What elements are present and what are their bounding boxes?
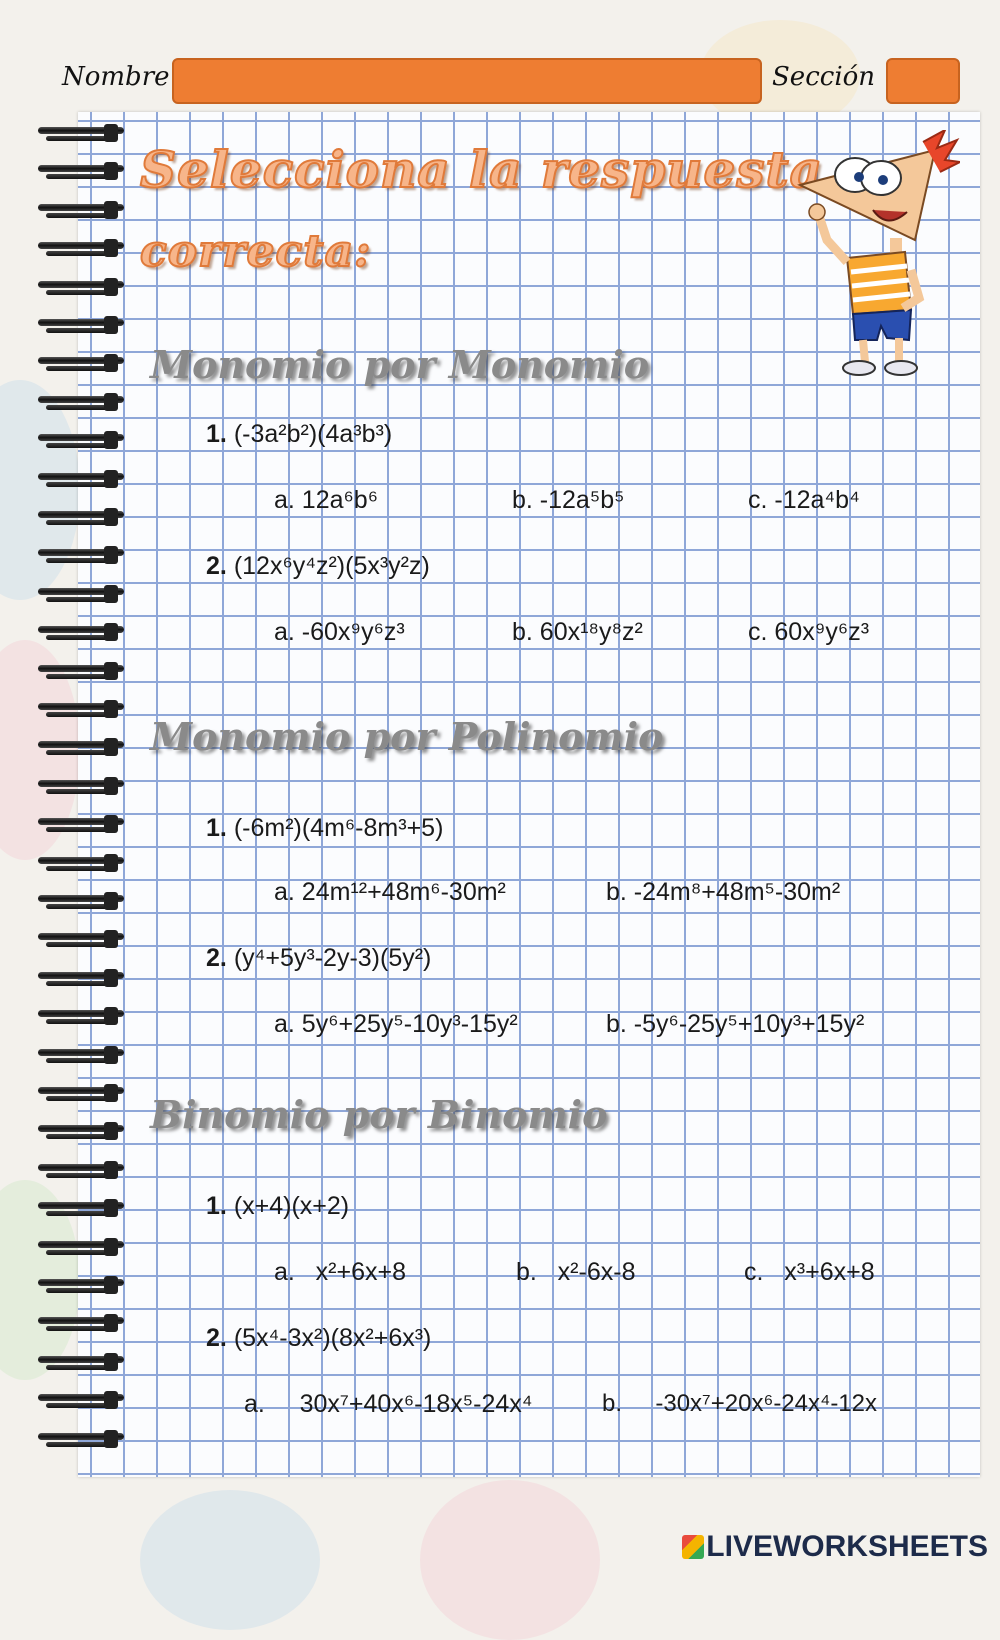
spiral-ring — [38, 393, 124, 413]
question-2-2 — [206, 944, 431, 973]
spiral-ring — [38, 623, 124, 643]
question-1-1 — [206, 420, 392, 449]
spiral-ring — [38, 1314, 124, 1334]
cartoon-character-image — [795, 130, 960, 380]
spiral-ring — [38, 930, 124, 950]
option-2-2-a[interactable]: a. 5y⁶+25y⁵-10y³-15y² — [274, 1010, 518, 1038]
spiral-ring — [38, 239, 124, 259]
background-decoration — [140, 1490, 320, 1630]
spiral-ring — [38, 1046, 124, 1066]
spiral-ring — [38, 1430, 124, 1450]
section-title-monomio-por-monomio: Monomio por Monomio — [150, 342, 650, 387]
spiral-ring — [38, 354, 124, 374]
spiral-ring — [38, 969, 124, 989]
question-number: 1. — [206, 420, 227, 448]
spiral-ring — [38, 1199, 124, 1219]
spiral-ring — [38, 431, 124, 451]
background-decoration — [0, 380, 80, 600]
question-number: 2. — [206, 1324, 227, 1352]
option-2-1-b[interactable]: b. -24m⁸+48m⁵-30m² — [606, 878, 841, 906]
option-3-1-c[interactable]: c. x³+6x+8 — [744, 1258, 875, 1286]
option-3-1-a[interactable]: a. x²+6x+8 — [274, 1258, 407, 1286]
spiral-ring — [38, 470, 124, 490]
question-3-2 — [206, 1324, 431, 1353]
spiral-ring — [38, 777, 124, 797]
spiral-ring — [38, 1391, 124, 1411]
option-3-2-b[interactable]: b. -30x⁷+20x⁶-24x⁴-12x — [602, 1390, 878, 1417]
spiral-ring — [38, 585, 124, 605]
question-1-2 — [206, 552, 430, 581]
spiral-ring — [38, 201, 124, 221]
spiral-ring — [38, 546, 124, 566]
question-expression: (y⁴+5y³-2y-3)(5y²) — [233, 944, 432, 972]
section-label: Sección — [772, 62, 876, 92]
spiral-ring — [38, 1238, 124, 1258]
spiral-ring — [38, 854, 124, 874]
spiral-ring — [38, 508, 124, 528]
question-3-1 — [206, 1192, 349, 1221]
spiral-ring — [38, 738, 124, 758]
option-3-2-a[interactable]: a. 30x⁷+40x⁶-18x⁵-24x⁴ — [244, 1390, 533, 1418]
spiral-ring — [38, 815, 124, 835]
option-2-1-a[interactable]: a. 24m¹²+48m⁶-30m² — [274, 878, 506, 906]
section-input[interactable] — [886, 58, 960, 104]
name-input[interactable] — [172, 58, 762, 104]
spiral-ring — [38, 700, 124, 720]
question-number: 2. — [206, 552, 227, 580]
question-number: 1. — [206, 1192, 227, 1220]
question-expression: (x+4)(x+2) — [233, 1192, 350, 1220]
option-1-1-c[interactable]: c. -12a⁴b⁴ — [748, 486, 860, 514]
spiral-ring — [38, 662, 124, 682]
spiral-ring — [38, 1276, 124, 1296]
option-2-2-b[interactable]: b. -5y⁶-25y⁵+10y³+15y² — [606, 1010, 865, 1038]
spiral-ring — [38, 316, 124, 336]
question-2-1 — [206, 814, 443, 843]
name-label: Nombre — [62, 62, 170, 92]
spiral-ring — [38, 1161, 124, 1181]
question-expression: (-6m²)(4m⁶-8m³+5) — [233, 814, 444, 842]
worksheet-title-line1: Selecciona la respuesta — [140, 140, 823, 199]
option-1-1-a[interactable]: a. 12a⁶b⁶ — [274, 486, 378, 514]
spiral-ring — [38, 124, 124, 144]
question-expression: (5x⁴-3x²)(8x²+6x³) — [233, 1324, 432, 1352]
question-expression: (12x⁶y⁴z²)(5x³y²z) — [233, 552, 430, 580]
spiral-ring — [38, 278, 124, 298]
spiral-ring — [38, 1084, 124, 1104]
section-title-monomio-por-polinomio: Monomio por Polinomio — [150, 714, 664, 759]
question-number: 1. — [206, 814, 227, 842]
spiral-ring — [38, 1007, 124, 1027]
background-decoration — [420, 1480, 600, 1640]
option-1-2-c[interactable]: c. 60x⁹y⁶z³ — [748, 618, 870, 646]
question-number: 2. — [206, 944, 227, 972]
logo-icon — [682, 1535, 704, 1559]
spiral-ring — [38, 1353, 124, 1373]
worksheet-title-line2: correcta: — [140, 226, 372, 277]
option-3-1-b[interactable]: b. x²-6x-8 — [516, 1258, 636, 1286]
option-1-1-b[interactable]: b. -12a⁵b⁵ — [512, 486, 625, 514]
liveworksheets-logo — [682, 1530, 988, 1564]
logo-text: LIVEWORKSHEETS — [706, 1530, 988, 1563]
spiral-ring — [38, 162, 124, 182]
question-expression: (-3a²b²)(4a³b³) — [233, 420, 393, 448]
section-title-binomio-por-binomio: Binomio por Binomio — [150, 1092, 608, 1137]
spiral-ring — [38, 892, 124, 912]
spiral-ring — [38, 1122, 124, 1142]
option-1-2-b[interactable]: b. 60x¹⁸y⁸z² — [512, 618, 643, 646]
option-1-2-a[interactable]: a. -60x⁹y⁶z³ — [274, 618, 405, 646]
